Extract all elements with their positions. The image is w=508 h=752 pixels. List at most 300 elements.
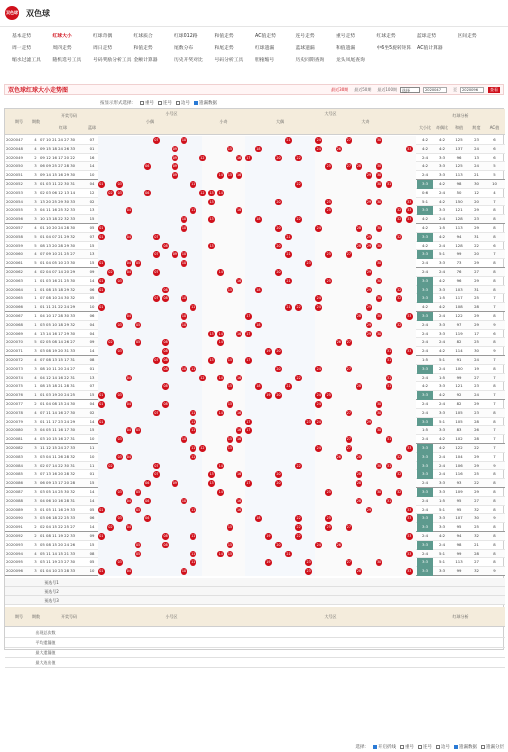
cell-cnt: 1 <box>34 286 37 292</box>
table-row <box>5 550 505 559</box>
cell-a5: 4 <box>493 189 496 195</box>
cell-a3: 98 <box>456 181 462 186</box>
cell-nums: 03 10 15 16 27 31 <box>40 436 76 442</box>
cell-a2: 3:3 <box>438 427 446 433</box>
footer-checkbox[interactable] <box>373 745 377 749</box>
cell-a2: 1:5 <box>438 497 446 503</box>
nav-item[interactable]: 红球大小 <box>52 34 72 39</box>
red-ball-mark: 05 <box>135 322 141 327</box>
red-ball-mark: 18 <box>256 287 261 292</box>
red-ball-mark: 04 <box>126 208 131 213</box>
cell-a2: 3:3 <box>438 172 446 178</box>
cell-zone2 <box>202 444 245 453</box>
red-ball-mark: 32 <box>397 322 402 327</box>
cell-nums: 02 04 07 14 20 29 <box>40 269 76 274</box>
cell-zone3 <box>245 426 315 435</box>
red-ball-mark: 16 <box>237 428 242 433</box>
cell-nums: 03 05 14 25 30 32 <box>40 489 76 494</box>
header-red: 红球 <box>59 125 67 130</box>
red-ball-mark: 06 <box>145 498 150 503</box>
red-ball-mark: 03 <box>117 393 122 398</box>
cell-a5: 8 <box>493 225 496 230</box>
red-ball-mark: 33 <box>407 217 412 222</box>
cell-a1: 3:3 <box>417 558 433 567</box>
red-ball-mark: 21 <box>286 384 291 389</box>
red-ball-mark: 29 <box>366 331 372 336</box>
cell-a1: 4:2 <box>421 145 429 151</box>
cell-zone3 <box>245 409 315 418</box>
cell-zone4 <box>315 338 416 347</box>
cell-cnt: 3 <box>34 489 37 494</box>
cell-issue: 2020091 <box>6 524 23 530</box>
cell-sum: 05 <box>89 295 95 301</box>
nav-item[interactable]: AC值计算器 <box>417 46 443 51</box>
cell-a1: 2:4 <box>421 269 429 274</box>
red-ball-mark: 30 <box>376 331 382 336</box>
cell-issue: 2020071 <box>6 348 23 354</box>
cell-sum: 10 <box>89 172 95 178</box>
cell-issue: 2020093 <box>6 541 23 547</box>
cell-zone4 <box>315 180 416 189</box>
footer-checkbox[interactable] <box>436 745 440 749</box>
nav-item[interactable]: AC值走势 <box>255 34 276 39</box>
red-ball-mark: 16 <box>237 498 242 503</box>
nav-item[interactable]: 连号走势 <box>295 34 315 39</box>
footer-checkbox[interactable] <box>454 745 458 749</box>
end-issue-input[interactable]: 2020096 <box>460 87 484 93</box>
red-ball-mark: 20 <box>276 393 281 398</box>
red-ball-mark: 28 <box>356 384 362 389</box>
range-select[interactable]: 选择 <box>400 87 420 93</box>
cell-issue: 2020087 <box>6 489 23 494</box>
cell-a2: 2:4 <box>438 365 446 371</box>
forecast-row[interactable] <box>5 578 505 587</box>
footer-checkbox[interactable] <box>481 745 485 749</box>
table-row <box>5 303 505 312</box>
red-ball-mark: 31 <box>387 498 392 503</box>
red-ball-mark: 01 <box>99 261 104 266</box>
red-ball-mark: 25 <box>326 199 331 204</box>
stat-row <box>5 638 505 648</box>
red-ball-mark: 04 <box>126 270 131 274</box>
cell-issue: 2020094 <box>6 550 23 556</box>
cell-a5: 8 <box>493 277 496 283</box>
red-ball-mark: 08 <box>163 296 168 301</box>
cell-zone2 <box>202 365 245 374</box>
cell-cnt: 3 <box>34 506 37 512</box>
table-row <box>5 400 505 409</box>
red-ball-mark: 03 <box>117 516 122 521</box>
cell-sum: 12 <box>89 189 95 195</box>
cell-a1: 2:4 <box>421 436 429 442</box>
nav-item[interactable]: 随机选号工具 <box>52 58 82 63</box>
cell-cnt: 3 <box>34 163 37 169</box>
cell-a3: 99 <box>456 568 462 574</box>
red-ball-mark: 01 <box>99 226 104 230</box>
cell-a3: 121 <box>455 207 463 213</box>
table-row <box>5 418 505 427</box>
nav-item[interactable]: 和值遗漏 <box>336 46 356 51</box>
option-checkbox[interactable] <box>194 101 198 105</box>
cell-zone1 <box>98 532 202 541</box>
table-row <box>5 330 505 339</box>
red-ball-mark: 18 <box>256 384 261 389</box>
red-ball-mark: 29 <box>366 199 372 204</box>
red-ball-mark: 13 <box>209 358 214 362</box>
table-row <box>5 242 505 251</box>
nav-item[interactable]: 蓝球走势 <box>417 34 437 39</box>
red-ball-mark: 01 <box>99 234 104 239</box>
nav-item[interactable]: 中6坐5旋转矩阵 <box>376 46 412 51</box>
red-ball-mark: 31 <box>387 349 392 354</box>
nav-item[interactable]: 历史开奖对比 <box>174 58 203 63</box>
cell-sum: 04 <box>89 401 95 406</box>
header-a3: 和值 <box>455 125 463 130</box>
red-ball-mark: 27 <box>346 340 351 345</box>
nav-item[interactable]: 和值走势 <box>214 34 234 39</box>
red-ball-mark: 30 <box>376 243 382 248</box>
footer-options <box>4 742 504 751</box>
nav-item[interactable]: 基本走势 <box>12 34 32 39</box>
cell-zone3 <box>245 374 315 383</box>
cell-issue: 2020054 <box>6 198 23 204</box>
red-ball-mark: 24 <box>316 402 321 406</box>
option-label: 边号 <box>181 101 190 106</box>
cell-nums: 01 08 11 19 22 33 <box>40 533 76 538</box>
cell-a5: 8 <box>493 418 496 424</box>
cell-issue: 2020080 <box>6 427 23 433</box>
red-ball-mark: 14 <box>218 551 223 556</box>
cell-issue: 2020050 <box>6 163 23 169</box>
forecast-row[interactable] <box>5 587 505 596</box>
cell-a3: 91 <box>456 357 462 362</box>
cell-a3: 94 <box>456 233 462 239</box>
cell-a5: 8 <box>493 365 496 371</box>
nav-item[interactable]: 红球质合 <box>133 34 153 39</box>
cell-a5: 5 <box>493 172 496 178</box>
red-ball-mark: 20 <box>276 481 281 486</box>
red-ball-mark: 16 <box>237 331 242 336</box>
cell-a3: 108 <box>455 304 463 310</box>
nav-item[interactable]: 号码奖励分析工具 <box>93 58 132 63</box>
red-ball-mark: 15 <box>227 146 233 151</box>
cell-a2: 4:2 <box>438 348 446 354</box>
cell-a4: 29 <box>474 453 479 459</box>
red-ball-mark: 31 <box>387 182 392 186</box>
cell-a5: 6 <box>493 137 496 142</box>
table-row <box>5 567 505 576</box>
red-ball-mark: 07 <box>154 296 159 301</box>
cell-a4: 32 <box>474 568 479 574</box>
table-row <box>5 444 505 453</box>
red-ball-mark: 30 <box>376 278 382 283</box>
recent-100-link[interactable]: 最近100期 <box>377 86 397 92</box>
nav-item[interactable]: 缩水过滤工具 <box>12 58 41 63</box>
cell-a4: 29 <box>474 401 479 406</box>
cell-issue: 2020079 <box>6 418 23 424</box>
cell-nums: 01 03 16 21 25 30 <box>40 277 76 283</box>
red-ball-mark: 31 <box>387 375 392 380</box>
cell-a5: 8 <box>493 559 496 565</box>
nav-item[interactable]: 号码分析工具 <box>214 58 244 63</box>
cell-zone2 <box>202 294 245 303</box>
red-ball-mark: 33 <box>407 569 412 574</box>
table-row <box>5 497 505 506</box>
red-ball-mark: 33 <box>407 516 412 521</box>
nav-item[interactable]: 区间走势 <box>457 34 477 39</box>
cell-zone3 <box>245 532 315 541</box>
cell-zone2 <box>202 453 245 462</box>
option-checkbox[interactable] <box>140 101 144 105</box>
red-ball-mark: 15 <box>227 173 233 178</box>
red-ball-mark: 20 <box>276 542 281 547</box>
cell-a5: 8 <box>493 286 496 292</box>
cell-cnt: 3 <box>34 207 37 213</box>
bottom-header-issue: 期号 <box>15 614 23 619</box>
red-ball-mark: 28 <box>356 498 362 503</box>
red-ball-mark: 11 <box>191 182 196 186</box>
nav-item[interactable]: 胆拖缩号 <box>255 58 275 63</box>
red-ball-mark: 22 <box>296 375 301 380</box>
cell-a4: 27 <box>474 269 479 274</box>
start-issue-input[interactable]: 2020047 <box>423 87 447 93</box>
red-ball-mark: 11 <box>191 551 196 556</box>
red-ball-mark: 16 <box>237 278 242 283</box>
footer-checkbox[interactable] <box>400 745 404 749</box>
cell-a3: 99 <box>456 550 462 556</box>
cell-a5: 6 <box>493 154 496 160</box>
cell-zone3 <box>245 171 315 180</box>
nav-item[interactable]: 金额计算器 <box>133 58 158 63</box>
recent-30-link[interactable]: 最近30期 <box>331 86 349 92</box>
cell-a2: 4:2 <box>438 277 446 283</box>
cell-issue: 2020059 <box>6 242 23 248</box>
cell-sum: 09 <box>89 339 95 345</box>
cell-issue: 2020069 <box>6 330 23 336</box>
recent-50-link[interactable]: 最近50期 <box>354 86 372 92</box>
footer-option-label: 重号 <box>405 744 414 750</box>
cell-zone3 <box>245 506 315 515</box>
header-small-odd: 小奇 <box>219 119 228 124</box>
red-ball-mark: 12 <box>200 375 205 380</box>
red-ball-mark: 19 <box>266 560 271 565</box>
red-ball-mark: 32 <box>397 490 402 494</box>
cell-a5: 6 <box>493 330 496 336</box>
nav-item[interactable]: 红球遗漏 <box>255 46 275 51</box>
red-ball-mark: 20 <box>276 155 281 160</box>
cell-nums: 04 10 17 28 30 33 <box>40 313 76 318</box>
cell-a1: 2:4 <box>421 533 429 538</box>
cell-issue: 2020063 <box>6 277 23 283</box>
cell-nums: 04 05 11 16 17 30 <box>40 427 76 433</box>
cell-a4: 24 <box>474 145 479 151</box>
cell-sum: 08 <box>89 550 95 556</box>
nav-item[interactable]: 红球012路 <box>174 34 198 39</box>
query-button[interactable]: 查看 <box>490 86 498 92</box>
cell-a3: 128 <box>455 216 463 222</box>
nav-item[interactable]: 红球奇偶 <box>93 34 113 39</box>
options-label: 按显示形式选择： <box>100 101 136 106</box>
cell-a1: 3:3 <box>417 233 433 242</box>
red-ball-mark: 05 <box>135 490 141 494</box>
red-ball-mark: 25 <box>326 164 331 169</box>
red-ball-mark: 10 <box>181 217 187 222</box>
cell-a2: 3:3 <box>438 409 446 415</box>
cell-a5: 8 <box>493 524 496 530</box>
cell-a4: 12 <box>474 189 479 195</box>
nav-item[interactable]: 重号走势 <box>336 34 356 39</box>
red-ball-mark: 27 <box>346 164 351 169</box>
cell-cnt: 5 <box>34 260 37 266</box>
cell-zone4 <box>315 409 416 418</box>
cell-zone1 <box>98 506 202 515</box>
nav-item[interactable]: 红球走势 <box>376 34 396 39</box>
cell-issue: 2020081 <box>6 436 23 442</box>
cell-a4: 32 <box>474 506 479 512</box>
header-big-zone: 大号区 <box>324 111 337 116</box>
table-row <box>5 224 505 233</box>
red-ball-mark: 18 <box>256 217 261 222</box>
cell-a2: 5:1 <box>438 251 446 257</box>
cell-a1: 3:3 <box>417 286 433 295</box>
nav-item[interactable]: 周日走势 <box>93 46 113 51</box>
cell-cnt: 3 <box>34 418 37 424</box>
cell-nums: 01 03 19 20 24 25 <box>40 392 76 398</box>
forecast-label: 预选号2 <box>44 589 59 594</box>
nav-item[interactable]: 龙头凤尾查询 <box>336 58 365 63</box>
forecast-row[interactable] <box>5 596 505 605</box>
cell-a2: 4:2 <box>438 436 446 442</box>
red-ball-mark: 17 <box>246 331 251 336</box>
stat-row <box>5 628 505 638</box>
red-ball-mark: 04 <box>126 454 131 459</box>
red-ball-mark: 30 <box>376 402 382 406</box>
red-ball-mark: 30 <box>376 199 382 204</box>
cell-issue: 2020074 <box>6 374 23 380</box>
cell-a1: 2:4 <box>421 339 429 345</box>
cell-issue: 2020052 <box>6 181 23 186</box>
cell-sum: 10 <box>89 436 95 442</box>
cell-a4: 27 <box>474 374 479 380</box>
cell-a4: 30 <box>474 181 479 186</box>
cell-a4: 25 <box>474 524 479 530</box>
cell-cnt: 3 <box>34 559 37 565</box>
nav-item[interactable]: 周一走势 <box>12 46 32 51</box>
cell-a1: 3:3 <box>417 462 433 471</box>
cell-zone1 <box>98 277 202 286</box>
cell-a4: 29 <box>474 313 479 318</box>
red-ball-mark: 15 <box>227 358 233 362</box>
cell-cnt: 3 <box>34 541 37 547</box>
cell-a2: 3:3 <box>438 524 446 530</box>
red-ball-mark: 27 <box>346 446 351 450</box>
cell-nums: 01 04 07 21 29 32 <box>40 233 76 239</box>
cell-zone4 <box>315 550 416 559</box>
cell-nums: 04 12 14 16 22 31 <box>40 374 76 380</box>
cell-a4: 23 <box>474 216 479 222</box>
cell-cnt: 3 <box>34 568 37 574</box>
nav-item[interactable]: 和值走势 <box>133 46 153 51</box>
cell-issue: 2020070 <box>6 339 23 345</box>
red-ball-mark: 04 <box>126 234 131 239</box>
table-row <box>5 145 505 154</box>
cell-nums: 11 12 15 24 27 33 <box>40 445 76 450</box>
cell-nums: 07 08 10 24 30 32 <box>40 295 76 301</box>
cell-a3: 103 <box>455 286 463 292</box>
red-ball-mark: 13 <box>209 331 214 336</box>
red-ball-mark: 22 <box>296 463 301 468</box>
red-ball-mark: 16 <box>237 410 242 415</box>
nav-item[interactable]: 尾数分布 <box>174 46 194 51</box>
table-row <box>5 286 505 295</box>
cell-cnt: 2 <box>34 533 37 538</box>
cell-a3: 119 <box>455 330 463 336</box>
cell-a1: 2:4 <box>421 401 429 406</box>
red-ball-mark: 27 <box>346 366 351 371</box>
cell-a5: 9 <box>493 462 496 468</box>
nav-item[interactable]: 蓝球遗漏 <box>295 46 315 51</box>
cell-a2: 1:5 <box>438 295 446 301</box>
red-ball-mark: 29 <box>366 419 372 424</box>
cell-issue: 2020092 <box>6 533 23 538</box>
cell-nums: 08 10 11 20 24 27 <box>40 365 76 371</box>
cell-nums: 04 11 16 25 32 33 <box>40 207 76 213</box>
footer-checkbox[interactable] <box>418 745 422 749</box>
cell-a3: 105 <box>455 409 463 415</box>
red-ball-mark: 29 <box>366 322 372 327</box>
cell-nums: 09 12 16 17 20 22 <box>40 154 76 160</box>
red-ball-mark: 31 <box>387 437 392 442</box>
nav-item[interactable]: 历史同期查询 <box>295 58 325 63</box>
cell-issue: 2020049 <box>6 154 23 160</box>
cell-issue: 2020066 <box>6 304 23 310</box>
cell-cnt: 3 <box>34 365 37 371</box>
cell-cnt: 1 <box>34 383 37 389</box>
cell-a1: 2:4 <box>421 321 429 327</box>
cell-zone4 <box>315 462 416 471</box>
cell-a1: 3:3 <box>417 514 433 523</box>
cell-nums: 01 11 17 23 24 29 <box>40 418 76 424</box>
cell-nums: 09 15 18 24 26 33 <box>40 145 76 151</box>
option-checkbox[interactable] <box>158 101 162 105</box>
red-ball-mark: 33 <box>407 507 412 512</box>
option-checkbox[interactable] <box>176 101 180 105</box>
red-ball-mark: 16 <box>237 173 242 178</box>
cell-sum: 11 <box>89 445 95 450</box>
red-ball-mark: 03 <box>117 349 122 354</box>
red-ball-mark: 18 <box>256 322 261 327</box>
cell-a5: 7 <box>493 304 496 310</box>
cell-cnt: 3 <box>34 497 37 503</box>
red-ball-mark: 30 <box>376 182 382 186</box>
cell-cnt: 2 <box>34 154 37 160</box>
nav-item[interactable] <box>377 56 418 65</box>
cell-a5: 8 <box>493 383 496 389</box>
nav-item[interactable]: 和尾走势 <box>214 46 234 51</box>
cell-a3: 106 <box>455 462 463 468</box>
red-ball-mark: 02 <box>108 463 113 468</box>
red-ball-mark: 22 <box>296 516 301 521</box>
cell-nums: 07 10 21 24 27 30 <box>40 137 76 142</box>
nav-item[interactable]: 周四走势 <box>52 46 72 51</box>
cell-zone1 <box>98 426 202 435</box>
nav-item[interactable] <box>458 44 499 53</box>
red-ball-mark: 14 <box>218 410 223 415</box>
cell-a4: 25 <box>474 339 479 345</box>
cell-zone1 <box>98 330 202 339</box>
red-ball-mark: 17 <box>246 155 251 160</box>
red-ball-mark: 33 <box>407 446 412 450</box>
